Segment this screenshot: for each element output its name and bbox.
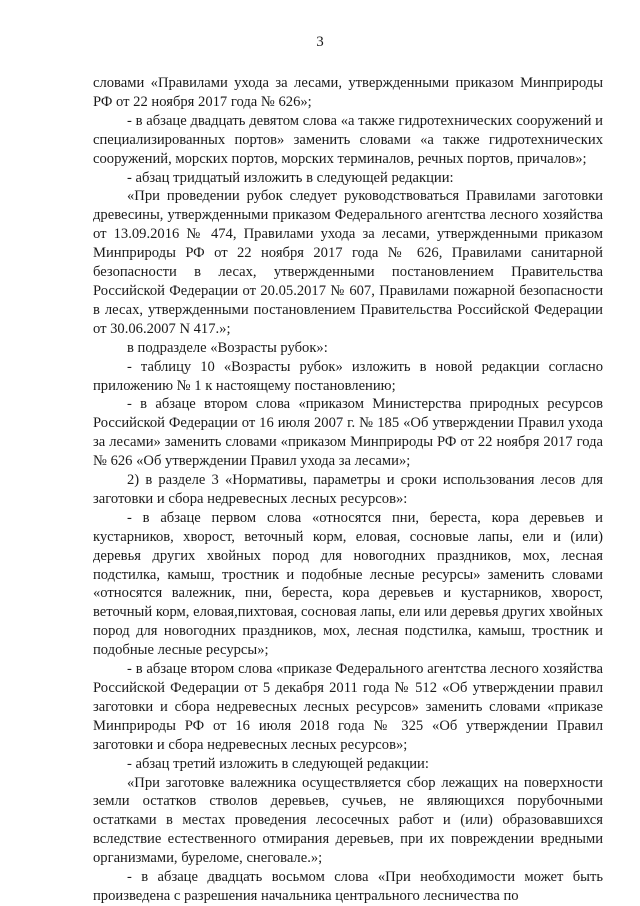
document-body [93,74,603,906]
page-number: 3 [316,34,324,50]
paragraph: в подразделе «Возрасты рубок»: [127,339,328,356]
paragraph: - в абзаце втором слова «приказе Федерального агентства лесного хозяйства Российской Федерации от 5 декабря 2011 года № 512 «Об утверждении правил заготовки и сбора недревесных лесных ресурсов» заменить словами «приказе Минприроды РФ от 16 июля 2018 года № 325 «Об утверждении Правил заготовки и сбора недревесных лесных ресурсов»; [93,661,603,753]
paragraph: «При заготовке валежника осуществляется сбор лежащих на поверхности земли остатков стволов деревьев, сучьев, не являющихся порубочными остатками в местах проведения лесосечных работ и (или) образовавшихся вследствие естественного отмирания деревьев, при их повреждении вредными организмами, буреломе, снеговале.»; [93,774,603,867]
paragraph: - в абзаце двадцать восьмом слова «При необходимости может быть произведена с разрешения начальника центрального лесничества по [93,869,603,904]
paragraph: - таблицу 10 «Возрасты рубок» изложить в новой редакции согласно приложению № 1 к настоящему постановлению; [93,358,603,394]
paragraph: - в абзаце первом слова «относятся пни, береста, кора деревьев и кустарников, хворост, веточный корм, еловая, сосновые лапы, ели и (или) деревья других хвойных пород для новогодних праздников, мох, лесная подстилка, камыш, тростник и подобные лесные ресурсы» заменить словами «относятся валежник, пни, береста, кора деревьев и кустарников, хворост, веточный корм, еловая,пихтовая, сосновая лапы, ели или деревья других хвойных пород для новогодних праздников, мох, лесная подстилка, камыш, тростник и подобные лесные ресурсы»; [93,509,603,659]
paragraph: - в абзаце двадцать девятом слова «а также гидротехнических сооружений и специализированных портов» заменить словами «а также гидротехнических сооружений, морских портов, морских терминалов, речных портов, причалов»; [93,112,603,167]
paragraph: - абзац тридцатый изложить в следующей редакции: [127,169,454,186]
paragraph: - в абзаце втором слова «приказом Министерства природных ресурсов Российской Федерации от 16 июля 2007 г. № 185 «Об утверждении Правил ухода за лесами» заменить словами «приказом Минприроды РФ от 22 ноября 2017 года № 626 «Об утверждении Правил ухода за лесами»; [93,396,603,470]
paragraph: «При проведении рубок следует руководствоваться Правилами заготовки древесины, утвержденными приказом Федерального агентства лесного хозяйства от 13.09.2016 № 474, Правилами ухода за лесами, утвержденными приказом Минприроды РФ от 22 ноября 2017 года № 626, Правилами санитарной безопасности в лесах, утвержденными постановлением Правительства Российской Федерации от 20.05.2017 № 607, Правилами пожарной безопасности в лесах, утвержденными постановлением Правительства Российской Федерации от 30.06.2007 N 417.»; [93,188,603,337]
paragraph: - абзац третий изложить в следующей редакции: [127,755,429,772]
paragraph: 2) в разделе 3 «Нормативы, параметры и сроки использования лесов для заготовки и сбора недревесных лесных ресурсов»: [93,472,603,507]
paragraph: словами «Правилами ухода за лесами, утвержденными приказом Минприроды РФ от 22 ноября 2017 года № 626»; [93,75,603,110]
